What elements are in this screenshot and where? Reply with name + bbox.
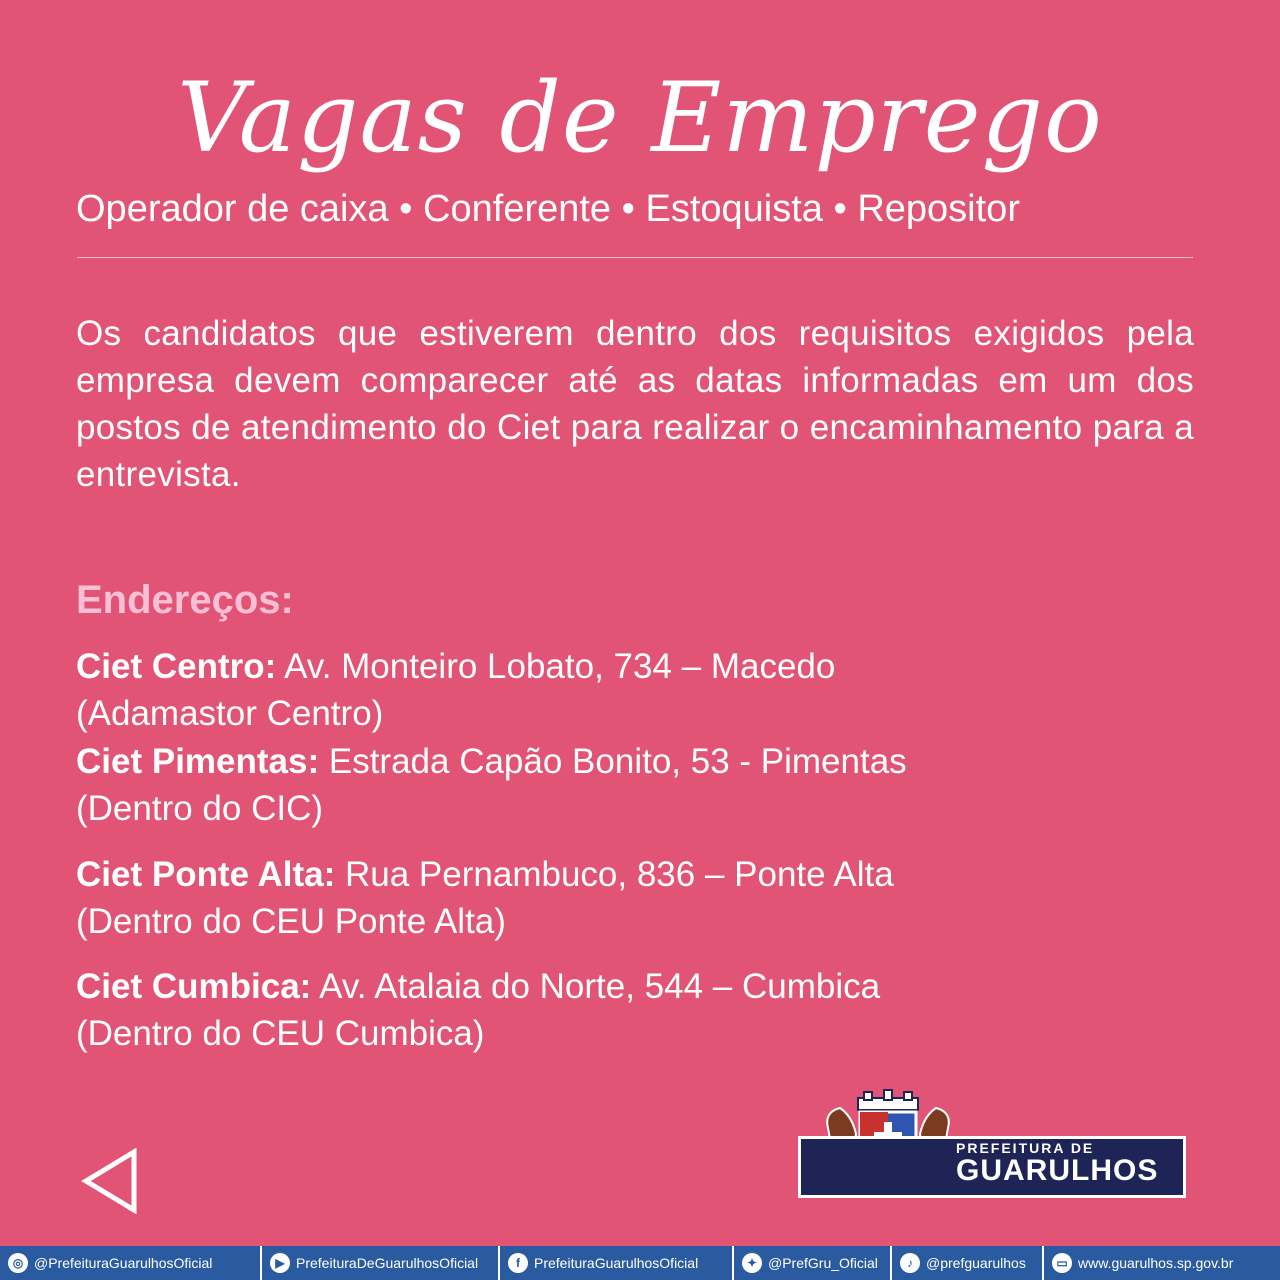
address-line1: Av. Monteiro Lobato, 734 – Macedo	[276, 647, 836, 686]
job-titles: Operador de caixa • Conferente • Estoquista • Repositor	[76, 188, 1020, 230]
address-line2: (Adamastor Centro)	[76, 694, 384, 733]
logo-line1: PREFEITURA DE	[956, 1140, 1095, 1156]
footer-facebook[interactable]	[500, 1246, 734, 1280]
youtube-icon: ▶	[270, 1253, 290, 1273]
address-line2: (Dentro do CEU Cumbica)	[76, 1014, 485, 1053]
footer-instagram[interactable]	[0, 1246, 262, 1280]
address-line1: Estrada Capão Bonito, 53 - Pimentas	[319, 742, 907, 781]
address-label: Ciet Centro:	[76, 647, 277, 686]
address-ciet-pimentas	[76, 738, 1226, 832]
prefeitura-guarulhos-logo	[798, 1088, 1188, 1202]
tiktok-icon: ♪	[900, 1253, 920, 1273]
address-ciet-ponte-alta	[76, 851, 1226, 945]
address-label: Ciet Cumbica:	[76, 967, 312, 1006]
logo-line2: GUARULHOS	[956, 1154, 1159, 1187]
social-footer	[0, 1246, 1280, 1280]
footer-label: PrefeituraGuarulhosOficial	[534, 1255, 699, 1271]
address-ciet-centro	[76, 643, 1226, 737]
instructions-text: Os candidatos que estiverem dentro dos requisitos exigidos pela empresa devem comparecer até as datas informadas em um dos postos de atendimento do Ciet para realizar o encaminhamento para a entrevista.	[76, 314, 1194, 494]
footer-label: @PrefGru_Oficial	[768, 1255, 878, 1271]
addresses-heading: Endereços:	[76, 578, 294, 622]
address-line1: Av. Atalaia do Norte, 544 – Cumbica	[311, 967, 881, 1006]
footer-youtube[interactable]	[262, 1246, 500, 1280]
instagram-icon: ◎	[8, 1253, 28, 1273]
facebook-icon: f	[508, 1253, 528, 1273]
footer-label: @prefguarulhos	[926, 1255, 1026, 1271]
website-icon: ▭	[1052, 1253, 1072, 1273]
page-title: Vagas de Emprego	[177, 62, 1103, 174]
address-label: Ciet Ponte Alta:	[76, 855, 336, 894]
twitter-icon: ✦	[742, 1253, 762, 1273]
address-line1: Rua Pernambuco, 836 – Ponte Alta	[335, 855, 894, 894]
back-arrow-icon[interactable]	[80, 1148, 140, 1214]
footer-label: www.guarulhos.sp.gov.br	[1078, 1255, 1234, 1271]
footer-label: PrefeituraDeGuarulhosOficial	[296, 1255, 479, 1271]
address-line2: (Dentro do CEU Ponte Alta)	[76, 902, 506, 941]
address-ciet-cumbica	[76, 963, 1226, 1057]
footer-website[interactable]	[1044, 1246, 1280, 1280]
divider	[77, 257, 1193, 258]
address-line2: (Dentro do CIC)	[76, 789, 324, 828]
address-label: Ciet Pimentas:	[76, 742, 320, 781]
footer-twitter[interactable]	[734, 1246, 892, 1280]
footer-tiktok[interactable]	[892, 1246, 1044, 1280]
footer-label: @PrefeituraGuarulhosOficial	[34, 1255, 213, 1271]
